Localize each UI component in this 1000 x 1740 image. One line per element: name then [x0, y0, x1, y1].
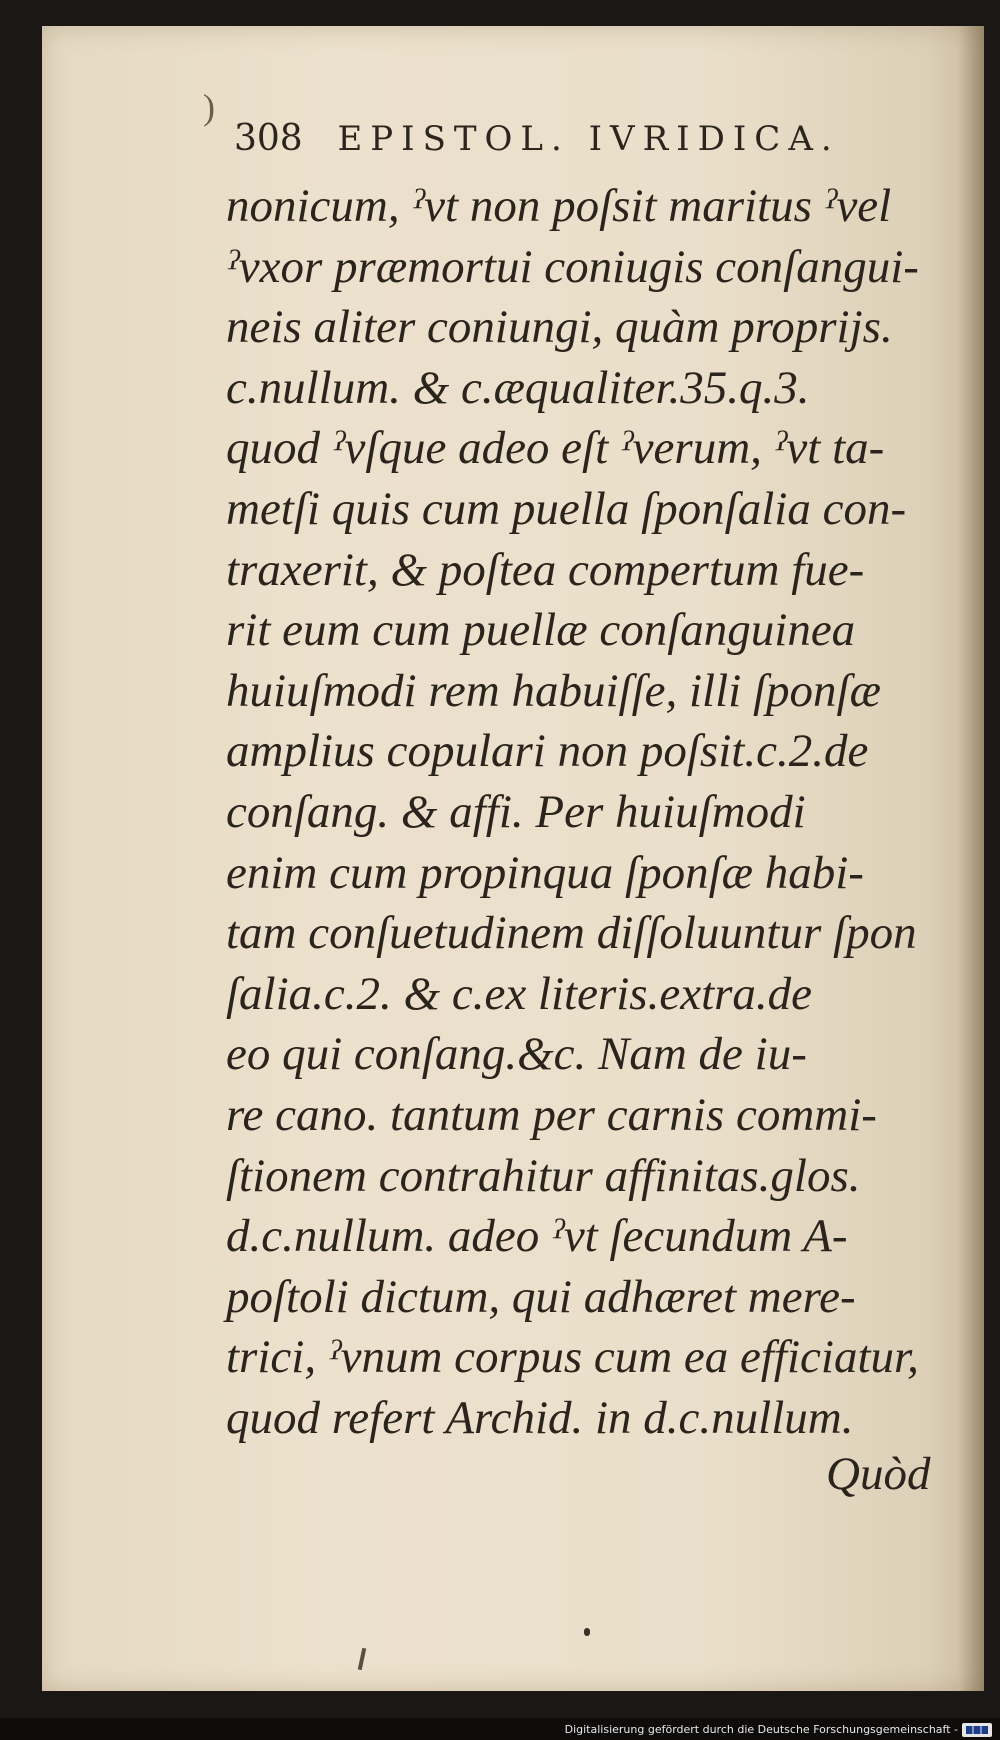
text-line: trici, ˀvnum corpus cum ea efficiatur, — [226, 1331, 919, 1384]
text-line: d.c.nullum. adeo ˀvt ſecundum A- — [226, 1210, 848, 1263]
text-line: ſtionem contrahitur affinitas.glos. — [226, 1149, 861, 1202]
text-line: huiuſmodi rem habuiſſe, illi ſponſæ — [226, 664, 881, 717]
text-line: neis aliter coniungi, quàm proprijs. — [226, 301, 893, 354]
ink-speck — [584, 1628, 590, 1636]
text-line: traxerit, & poſtea compertum fue- — [226, 543, 865, 596]
text-line: poſtoli dictum, qui adhæret mere- — [226, 1270, 856, 1323]
page-edge-shadow — [958, 26, 984, 1691]
text-line: rit eum cum puellæ conſanguinea — [226, 604, 856, 657]
page-number: 308 — [234, 118, 303, 159]
text-line: ſalia.c.2. & c.ex literis.extra.de — [226, 967, 813, 1020]
text-line: nonicum, ˀvt non poſsit maritus ˀvel — [226, 180, 892, 232]
text-line: re cano. tantum per carnis commi- — [226, 1088, 877, 1141]
text-line: ˀvxor præmortui coniugis conſangui- — [226, 240, 919, 293]
page-header — [234, 114, 874, 166]
text-line: conſang. & affi. Per huiuſmodi — [226, 785, 806, 838]
text-line: quod ˀvſque adeo eſt ˀverum, ˀvt ta- — [226, 422, 885, 475]
text-line: amplius copulari non poſsit.c.2.de — [226, 725, 869, 778]
text-line: tam conſuetudinem diſſoluuntur ſpon — [226, 907, 917, 960]
text-line: quod refert Archid. in d.c.nullum. — [226, 1391, 854, 1444]
margin-mark: ) — [203, 87, 215, 127]
digitization-credit: Digitalisierung gefördert durch die Deutsche Forschungsgemeinschaft - — [564, 1723, 958, 1736]
text-line: eo qui conſang.&c. Nam de iu- — [226, 1028, 807, 1081]
text-line: c.nullum. & c.æqualiter.35.q.3. — [226, 361, 810, 414]
catchword: Quòd — [826, 1448, 931, 1500]
digitization-footer — [0, 1718, 1000, 1740]
text-line: metſi quis cum puella ſponſalia con- — [226, 482, 907, 535]
running-head: EPISTOL. IVRIDICA. — [337, 119, 840, 159]
body-text — [226, 176, 946, 1448]
text-line: enim cum propinqua ſponſæ habi- — [226, 846, 864, 899]
dfg-logo-icon — [962, 1723, 992, 1737]
